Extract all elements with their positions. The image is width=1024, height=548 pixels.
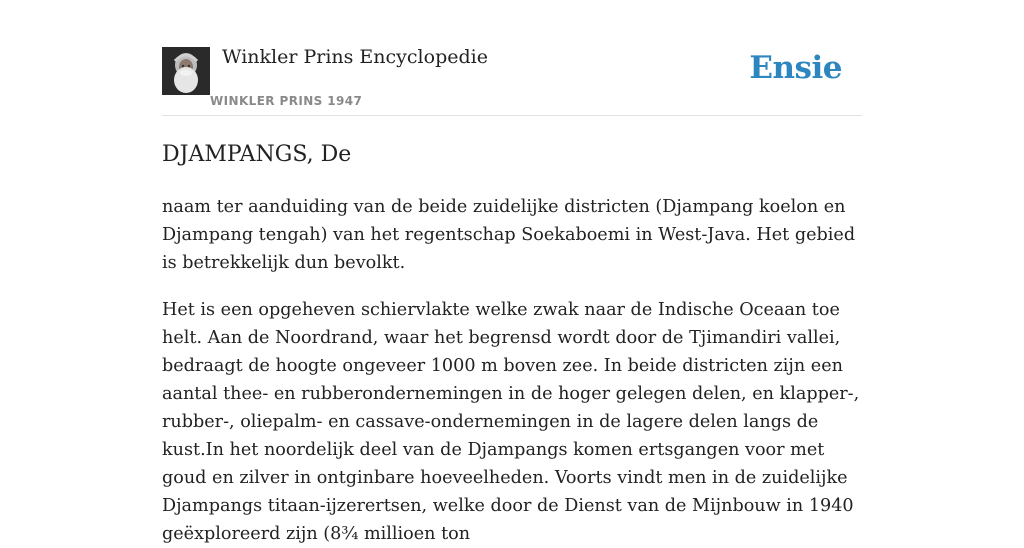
article-paragraph: naam ter aanduiding van de beide zuidelijke districten (Djampang koelon en Djampang tengah) van het regentschap Soekaboemi in West-Java. Het gebied is betrekkelijk dun bevolkt. (162, 197, 856, 273)
source-name-link[interactable]: Winkler Prins Encyclopedie (222, 46, 488, 68)
author-avatar[interactable] (162, 47, 210, 95)
ensie-logo[interactable]: Ensie (749, 50, 842, 86)
page-container (162, 0, 862, 544)
article-paragraph: Het is een opgeheven schiervlakte welke zwak naar de Indische Oceaan toe helt. Aan de Noordrand, waar het begrensd wordt door de Tjimandiri vallei, bedraagt de hoogte ongeveer 1000 m boven zee. In beide districten zijn een aantal thee- en rubberondernemingen in de hoger gelegen delen, en klapper-, rubber-, oliepalm- en cassave-ondernemingen in de lagere delen langs de kust.In het noordelijk deel van de Djampangs komen ertsgangen voor met goud en zilver in ontginbare hoeveelheden. Voorts vindt men in de zuidelijke Djampangs titaan-ijzerertsen, welke door de Dienst van de Mijnbouw in 1940 geëxploreerd zijn (8¾ millioen ton (162, 300, 860, 544)
source-subtitle: WINKLER PRINS 1947 (210, 94, 363, 108)
bearded-man-portrait-icon (162, 47, 210, 95)
article-header (162, 0, 862, 116)
article-title: DJAMPANGS, De (162, 142, 352, 167)
